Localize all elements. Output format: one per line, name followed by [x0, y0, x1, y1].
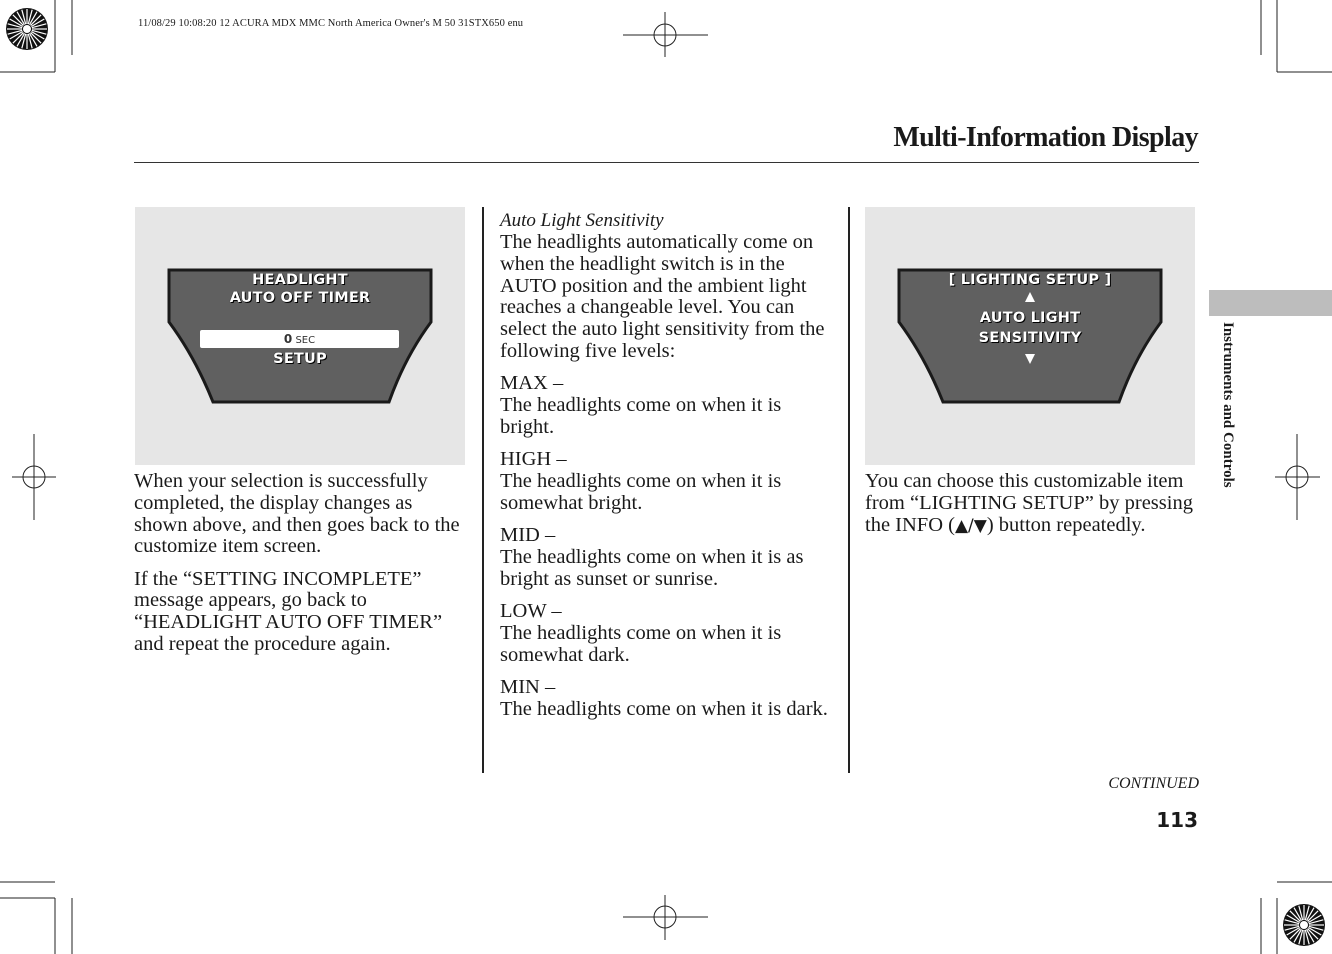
page-title: Multi-Information Display: [893, 122, 1198, 153]
timer-value: 0: [283, 332, 293, 346]
paragraph-text: You can choose this customizable item from “LIGHTING SETUP” by pressing the INFO (: [865, 470, 1193, 536]
level-item: [500, 449, 836, 514]
level-label: MIN –: [500, 675, 556, 698]
continued-label: CONTINUED: [1108, 775, 1199, 792]
level-item: [500, 601, 836, 666]
display-line-sensitivity: SENSITIVITY: [978, 330, 1082, 346]
column-left: [134, 471, 466, 666]
info-arrows-icon: ▲/▼: [954, 515, 987, 536]
paragraph-selection-complete: When your selection is successfully completed, the display changes as shown above, and then goes back to the customize item screen.: [134, 470, 460, 558]
print-metadata: 11/08/29 10:08:20 12 ACURA MDX MMC North America Owner's M 50 31STX650 enu: [138, 18, 524, 29]
paragraph-lighting-setup: [865, 471, 1195, 537]
level-label: HIGH –: [500, 448, 567, 471]
column-divider: [848, 207, 850, 773]
display-line-lighting-setup: [ LIGHTING SETUP ]: [948, 272, 1112, 288]
display-line-auto-light: AUTO LIGHT: [979, 310, 1081, 326]
display-line-auto-off-timer: AUTO OFF TIMER: [229, 290, 371, 306]
column-divider: [482, 207, 484, 773]
timer-value-bar: [200, 330, 399, 348]
level-label: LOW –: [500, 599, 562, 622]
level-description: The headlights come on when it is bright.: [500, 394, 782, 438]
column-right: [865, 471, 1195, 548]
level-description: The headlights come on when it is dark.: [500, 697, 828, 720]
level-item: [500, 525, 836, 590]
lighting-setup-display-figure: [865, 207, 1195, 465]
paragraph-text: ) button repeatedly.: [986, 513, 1146, 536]
level-description: The headlights come on when it is somewhat dark.: [500, 621, 782, 666]
level-label: MAX –: [500, 372, 564, 395]
paragraph-intro: The headlights automatically come on when the headlight switch is in the AUTO position and the ambient light reaches a changeable level. You can select the auto light sensitivity from the following five levels:: [500, 231, 825, 362]
section-side-label: Instruments and Controls: [1220, 322, 1236, 488]
paragraph-setting-incomplete: If the “SETTING INCOMPLETE” message appears, go back to “HEADLIGHT AUTO OFF TIMER” and repeat the procedure again.: [134, 567, 443, 656]
level-description: The headlights come on when it is somewhat bright.: [500, 469, 782, 514]
section-thumb-tab: [1209, 290, 1332, 316]
headlight-timer-display-figure: [135, 207, 465, 465]
level-item: [500, 677, 836, 721]
level-description: The headlights come on when it is as bright as sunset or sunrise.: [500, 545, 804, 590]
title-divider: [134, 162, 1199, 163]
level-item: [500, 373, 836, 438]
level-label: MID –: [500, 524, 556, 547]
page-number: 113: [1156, 808, 1198, 832]
section-heading: Auto Light Sensitivity: [500, 210, 664, 231]
display-line-headlight: HEADLIGHT: [252, 272, 348, 288]
timer-unit: SEC: [295, 335, 316, 346]
display-line-setup: SETUP: [273, 351, 327, 367]
column-middle: [500, 210, 836, 731]
